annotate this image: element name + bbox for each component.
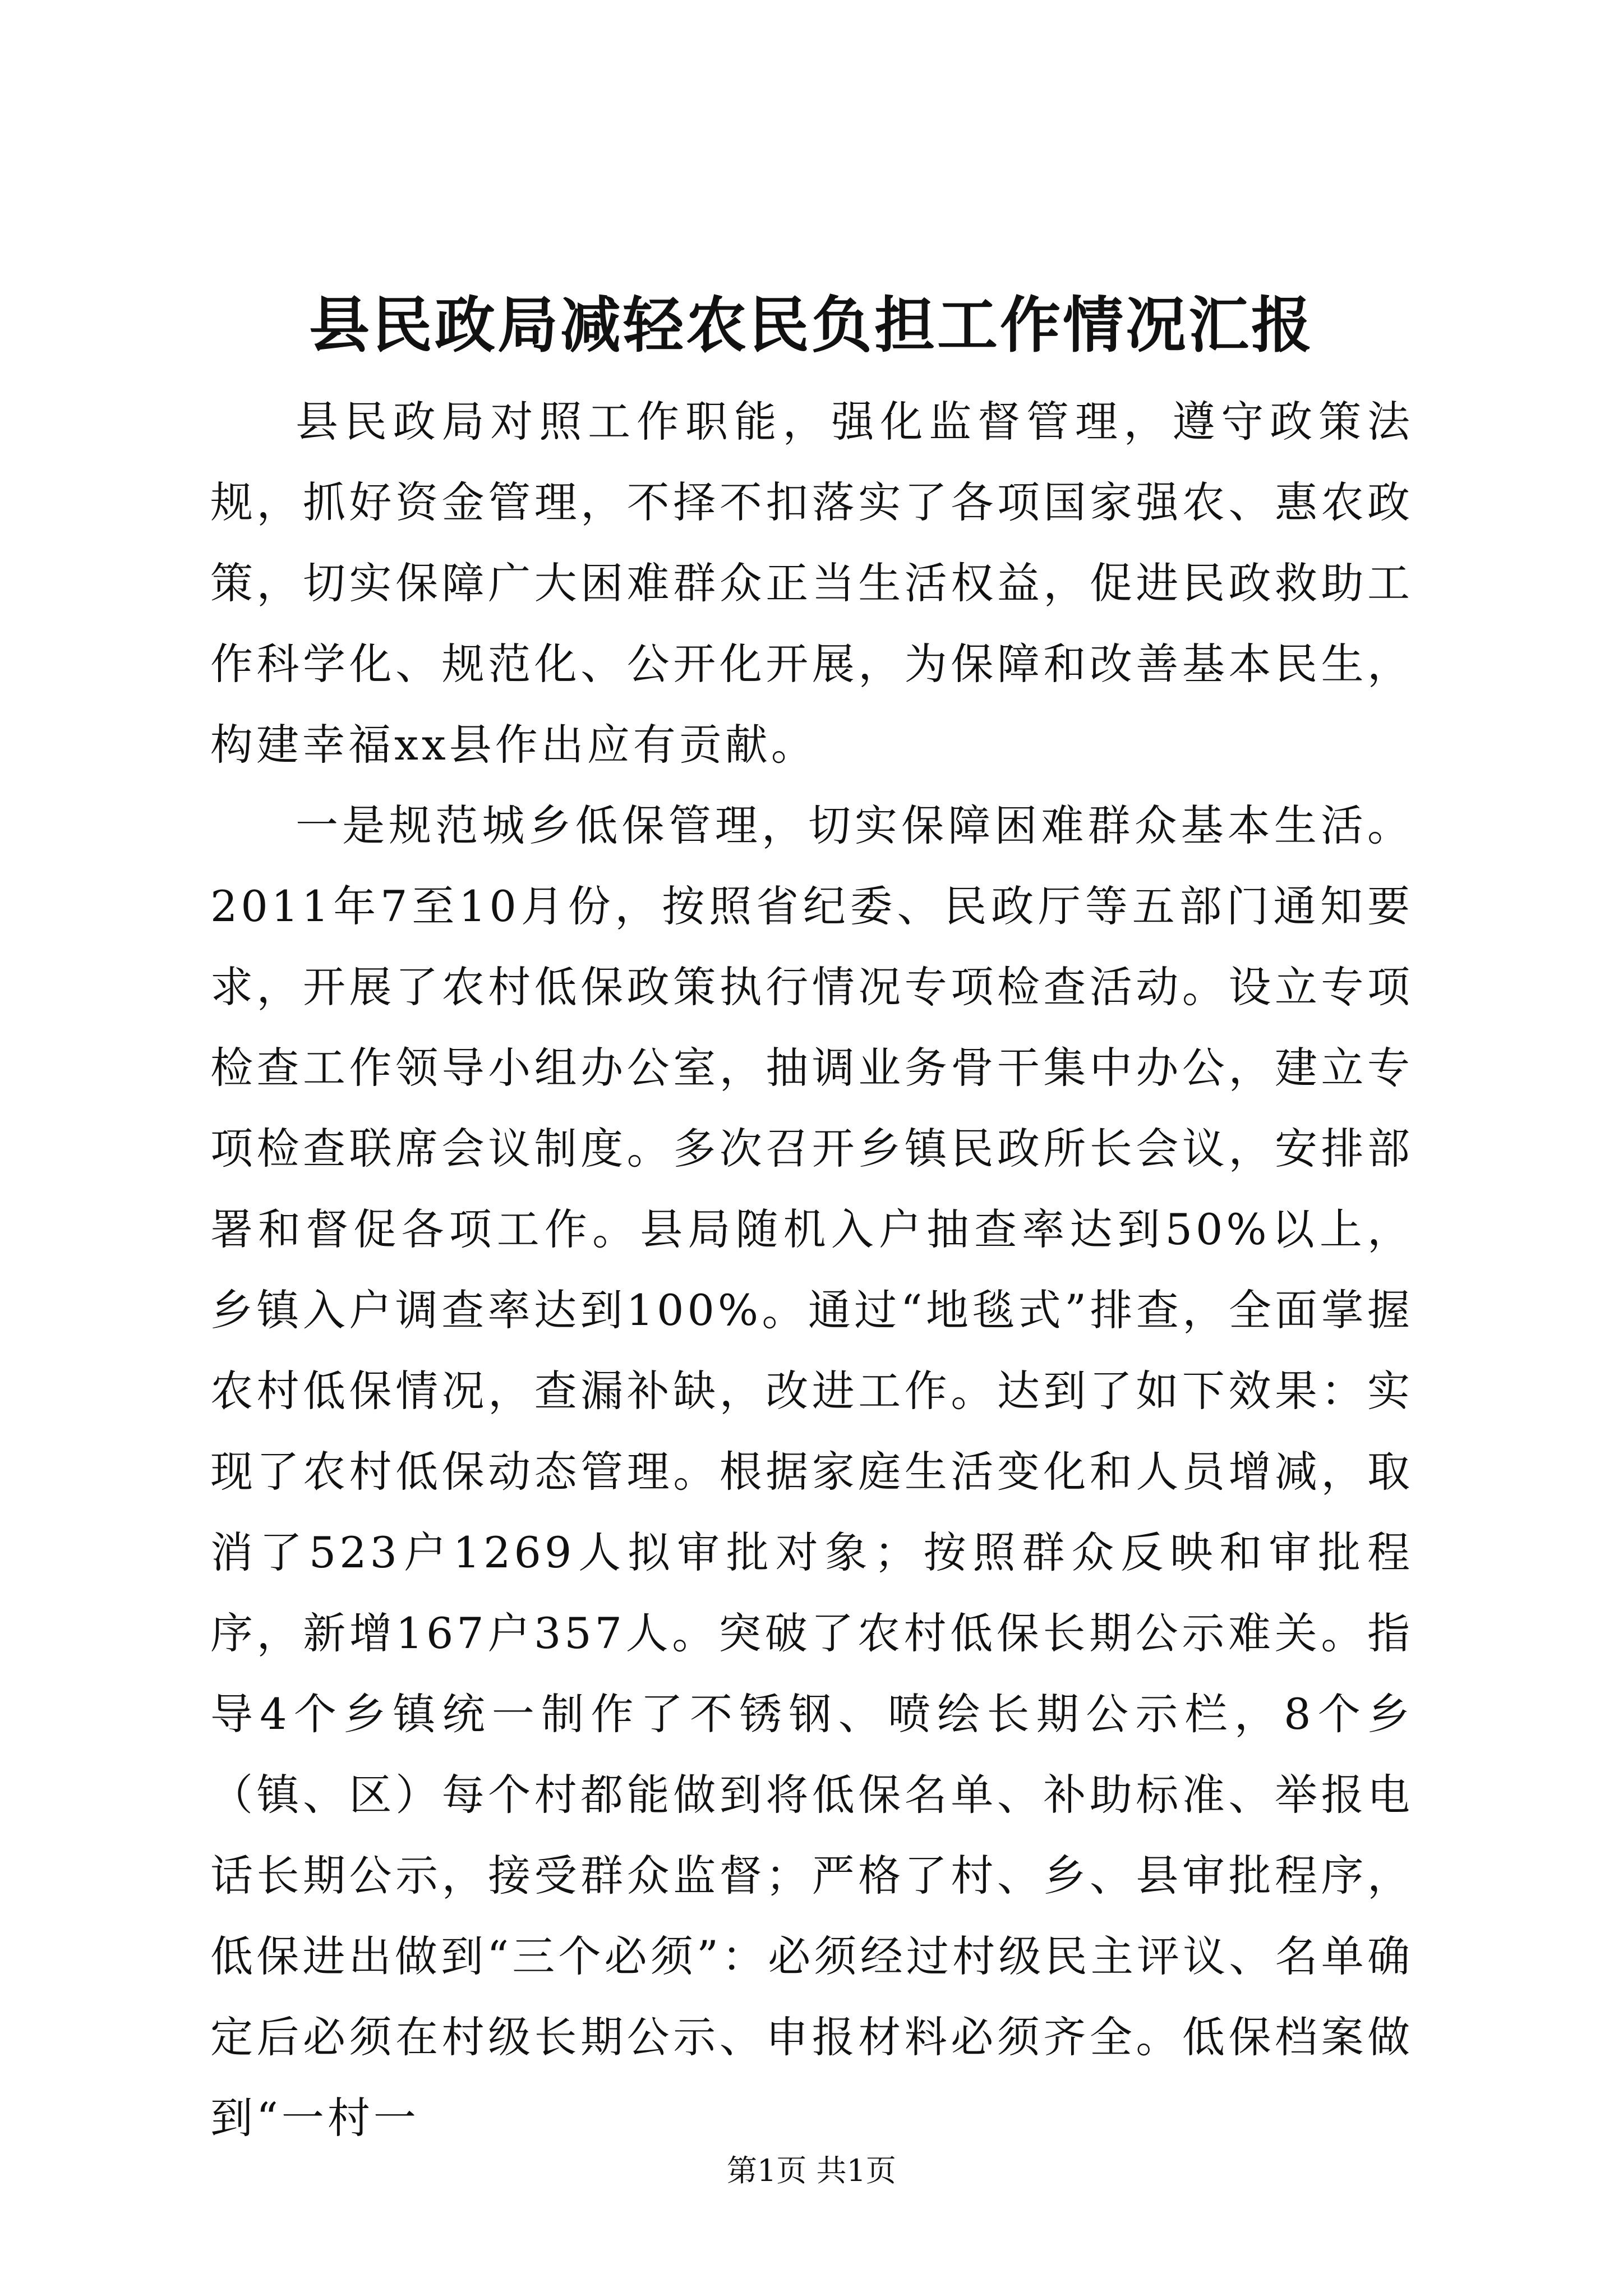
paragraph-low-income-management: 一是规范城乡低保管理，切实保障困难群众基本生活。2011年7至10月份，按照省纪委、民政厅等五部门通知要求，开展了农村低保政策执行情况专项检查活动。设立专项检查工作领导小组办公室，抽调业务骨干集中办公，建立专项检查联席会议制度。多次召开乡镇民政所长会议，安排部署和督促各项工作。县局随机入户抽查率达到50%以上，乡镇入户调查率达到100%。通过“地毯式”排查，全面掌握农村低保情况，查漏补缺，改进工作。达到了如下效果：实现了农村低保动态管理。根据家庭生活变化和人员增减，取消了523户1269人拟审批对象；按照群众反映和审批程序，新增167户357人。突破了农村低保长期公示难关。指导4个乡镇统一制作了不锈钢、喷绘长期公示栏，8个乡（镇、区）每个村都能做到将低保名单、补助标准、举报电话长期公示，接受群众监督；严格了村、乡、县审批程序，低保进出做到“三个必须”：必须经过村级民主评议、名单确定后必须在村级长期公示、申报材料必须齐全。低保档案做到“一村一 <box>210 800 1413 2143</box>
document-title: 县民政局减轻农民负担工作情况汇报 <box>308 290 1314 361</box>
paragraph-intro: 县民政局对照工作职能，强化监督管理，遵守政策法规，抓好资金管理，不择不扣落实了各项国家强农、惠农政策，切实保障广大困难群众正当生活权益，促进民政救助工作科学化、规范化、公开化开展，为保障和改善基本民生，构建幸福xx县作出应有贡献。 <box>210 397 1413 770</box>
page-footer: 第1页 共1页 <box>727 2153 896 2188</box>
document-body <box>210 381 1413 2159</box>
